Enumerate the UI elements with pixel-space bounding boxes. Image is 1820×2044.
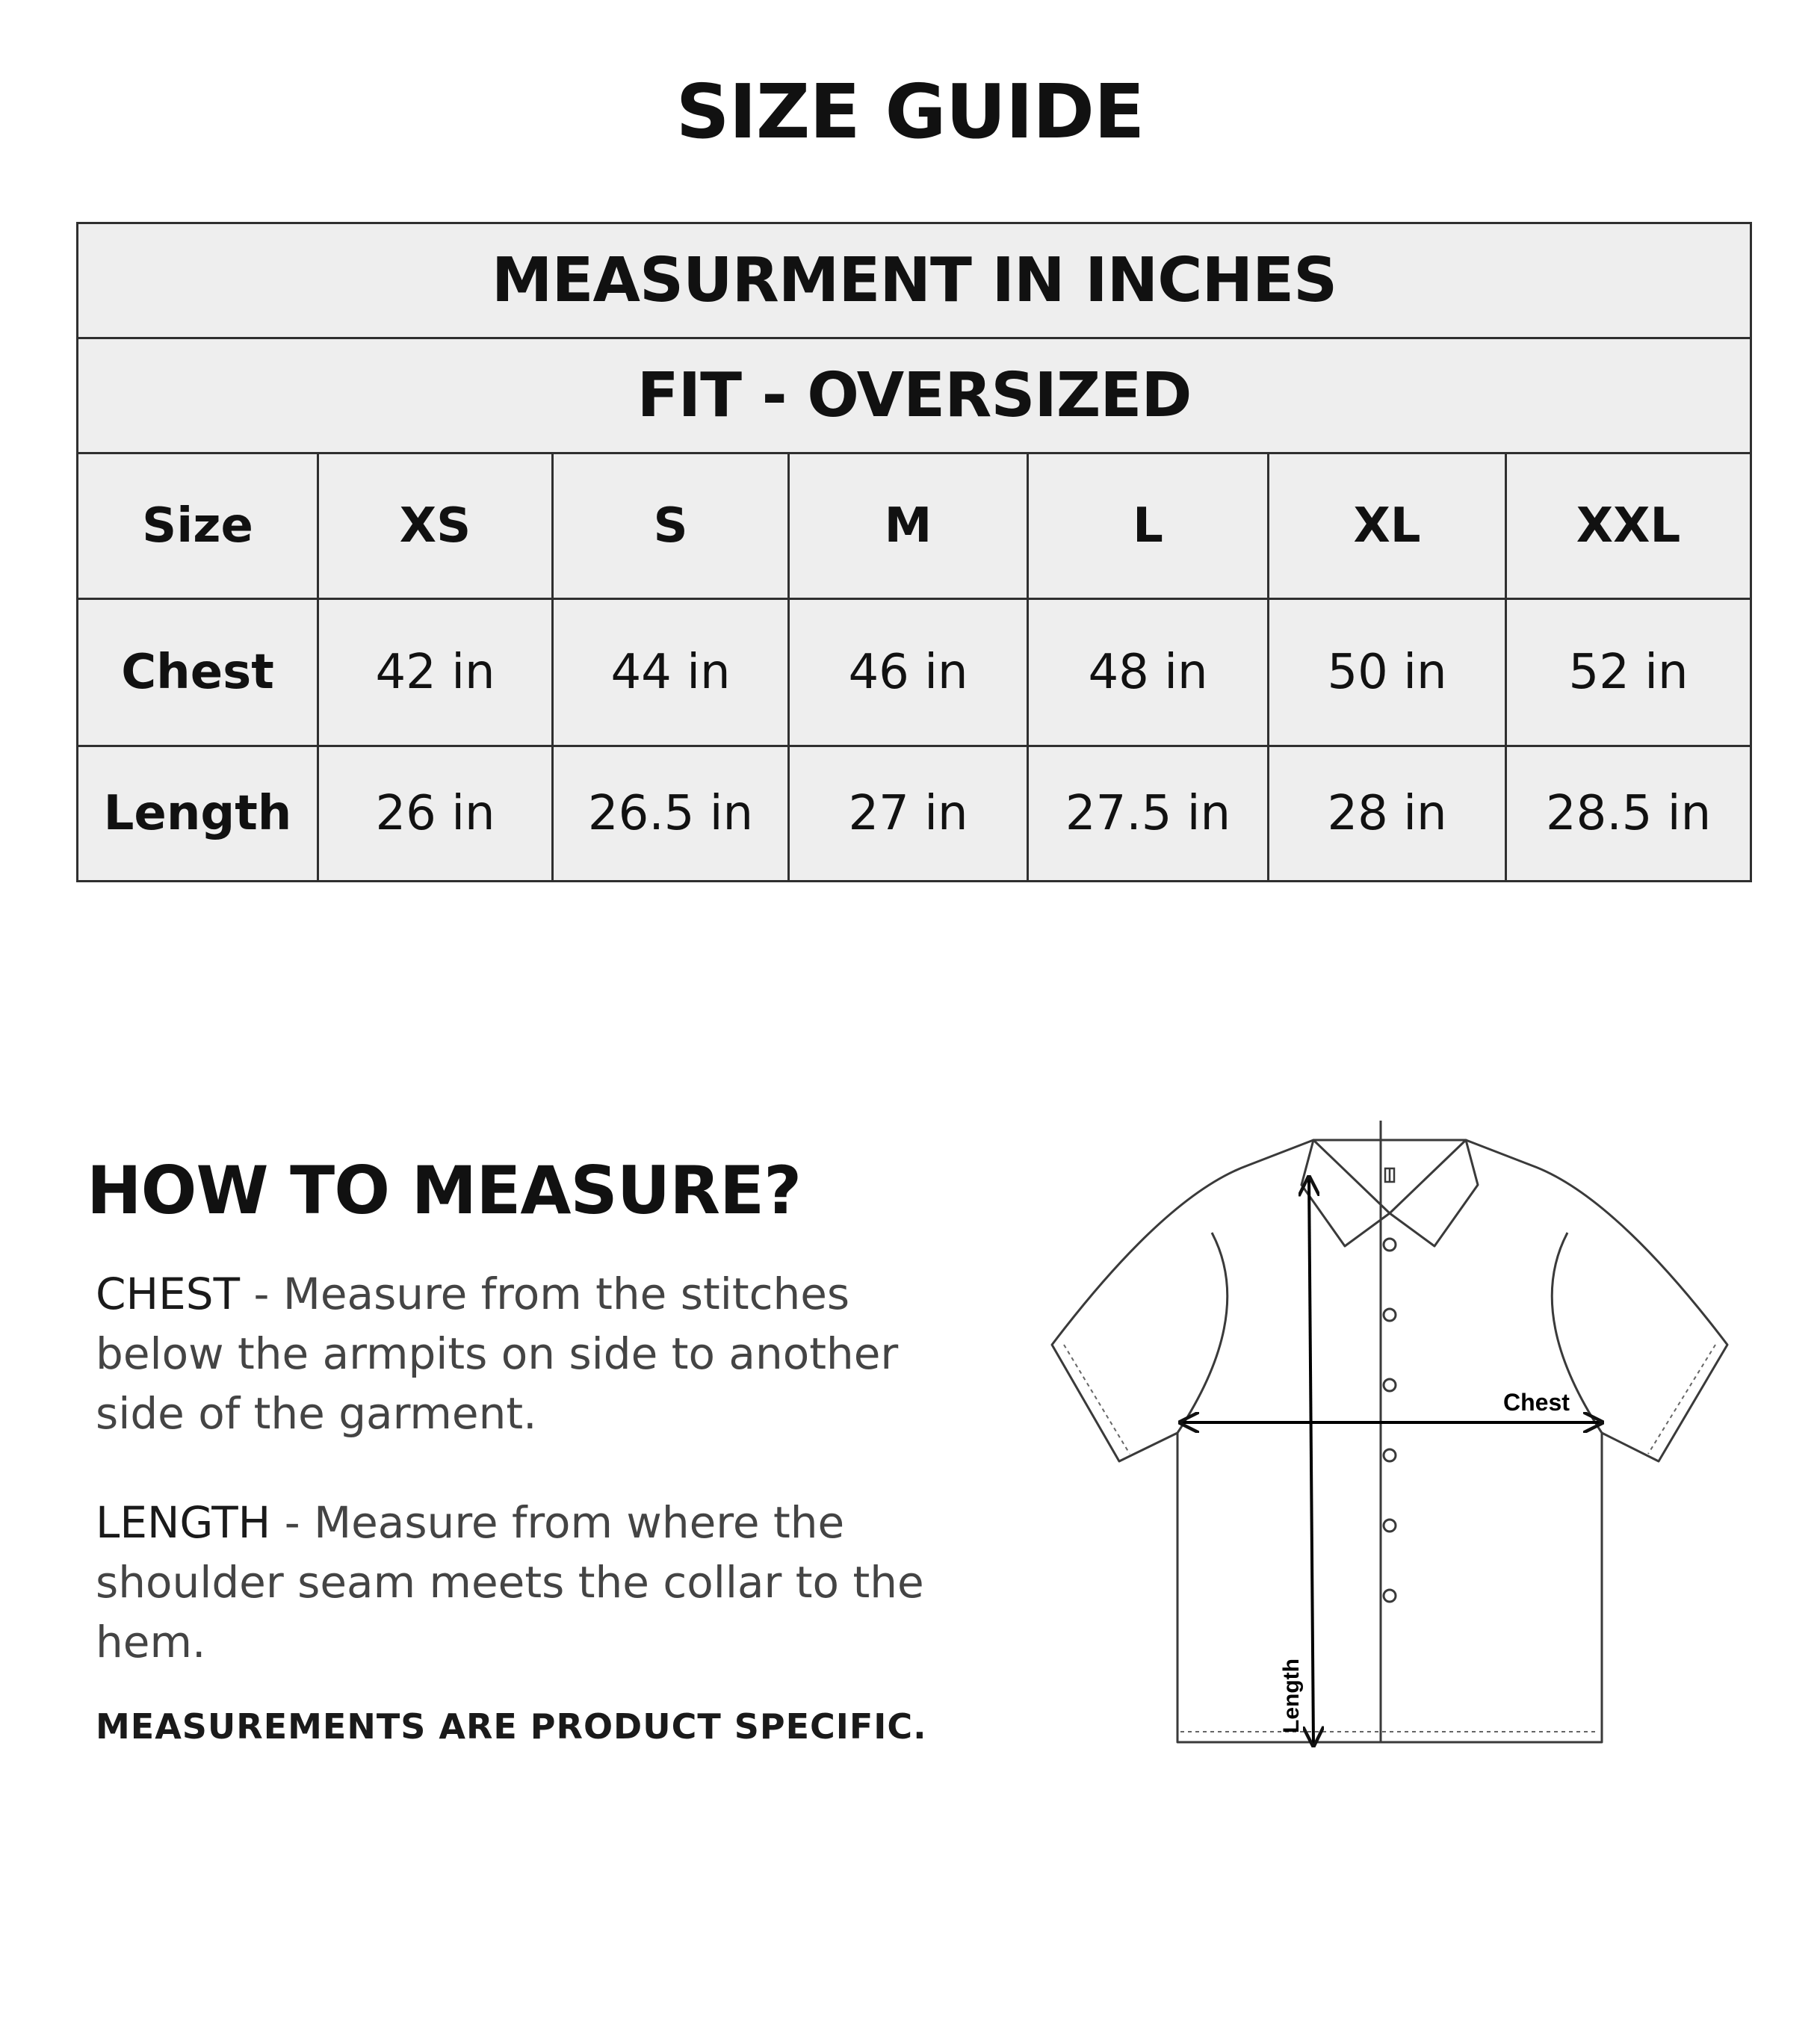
row-label-chest: Chest (78, 599, 318, 746)
buttons (1384, 1239, 1396, 1602)
size-header-cell: M (789, 453, 1028, 599)
collar-fold-right (1390, 1140, 1466, 1213)
right-sleeve-hem-stitch (1648, 1345, 1715, 1454)
button-icon (1384, 1520, 1396, 1532)
table-row-chest (78, 599, 1751, 746)
chest-diagram-label: Chest (1503, 1389, 1570, 1416)
table-cell: 28 in (1269, 746, 1506, 882)
button-icon (1384, 1309, 1396, 1321)
button-icon (1384, 1449, 1396, 1461)
table-cell: 48 in (1028, 599, 1269, 746)
table-row-length (78, 746, 1751, 882)
size-header-cell: S (553, 453, 789, 599)
collar-fold-left (1313, 1140, 1390, 1213)
collar (1301, 1140, 1478, 1246)
size-header-row (78, 453, 1751, 599)
button-icon (1384, 1590, 1396, 1602)
size-header-cell: L (1028, 453, 1269, 599)
length-instructions (96, 1493, 947, 1672)
size-table (76, 222, 1752, 882)
left-sleeve-hem-stitch (1064, 1345, 1130, 1454)
length-term: LENGTH (96, 1497, 271, 1548)
size-header-cell: XL (1269, 453, 1506, 599)
table-cell: 44 in (553, 599, 789, 746)
table-cell: 26 in (318, 746, 553, 882)
length-text: - Measure from where the shoulder seam meets the collar to the hem. (96, 1497, 924, 1667)
table-cell: 28.5 in (1506, 746, 1751, 882)
table-cell: 27 in (789, 746, 1028, 882)
neck-tag (1385, 1168, 1394, 1182)
fit-banner: FIT - OVERSIZED (78, 338, 1751, 453)
table-cell: 42 in (318, 599, 553, 746)
size-header-cell: XXL (1506, 453, 1751, 599)
table-cell: 27.5 in (1028, 746, 1269, 882)
chest-text: - Measure from the stitches below the armpits on side to another side of the garment. (96, 1269, 899, 1439)
button-icon (1384, 1239, 1396, 1251)
product-specific-note: MEASUREMENTS ARE PRODUCT SPECIFIC. (96, 1706, 927, 1747)
table-cell: 46 in (789, 599, 1028, 746)
how-to-measure-title: HOW TO MEASURE? (87, 1152, 802, 1229)
shirt-body-outline (1052, 1140, 1727, 1742)
button-icon (1384, 1379, 1396, 1391)
units-banner: MEASURMENT IN INCHES (78, 223, 1751, 338)
shirt-diagram (1031, 1121, 1748, 1793)
length-diagram-label: Length (1279, 1659, 1304, 1733)
size-header-label: Size (78, 453, 318, 599)
size-header-cell: XS (318, 453, 553, 599)
table-cell: 26.5 in (553, 746, 789, 882)
row-label-length: Length (78, 746, 318, 882)
chest-term: CHEST (96, 1269, 241, 1319)
left-sleeve-seam (1177, 1233, 1228, 1433)
length-arrow (1309, 1177, 1313, 1745)
table-cell: 52 in (1506, 599, 1751, 746)
chest-instructions (96, 1264, 947, 1443)
table-cell: 50 in (1269, 599, 1506, 746)
page-title: SIZE GUIDE (675, 68, 1145, 155)
